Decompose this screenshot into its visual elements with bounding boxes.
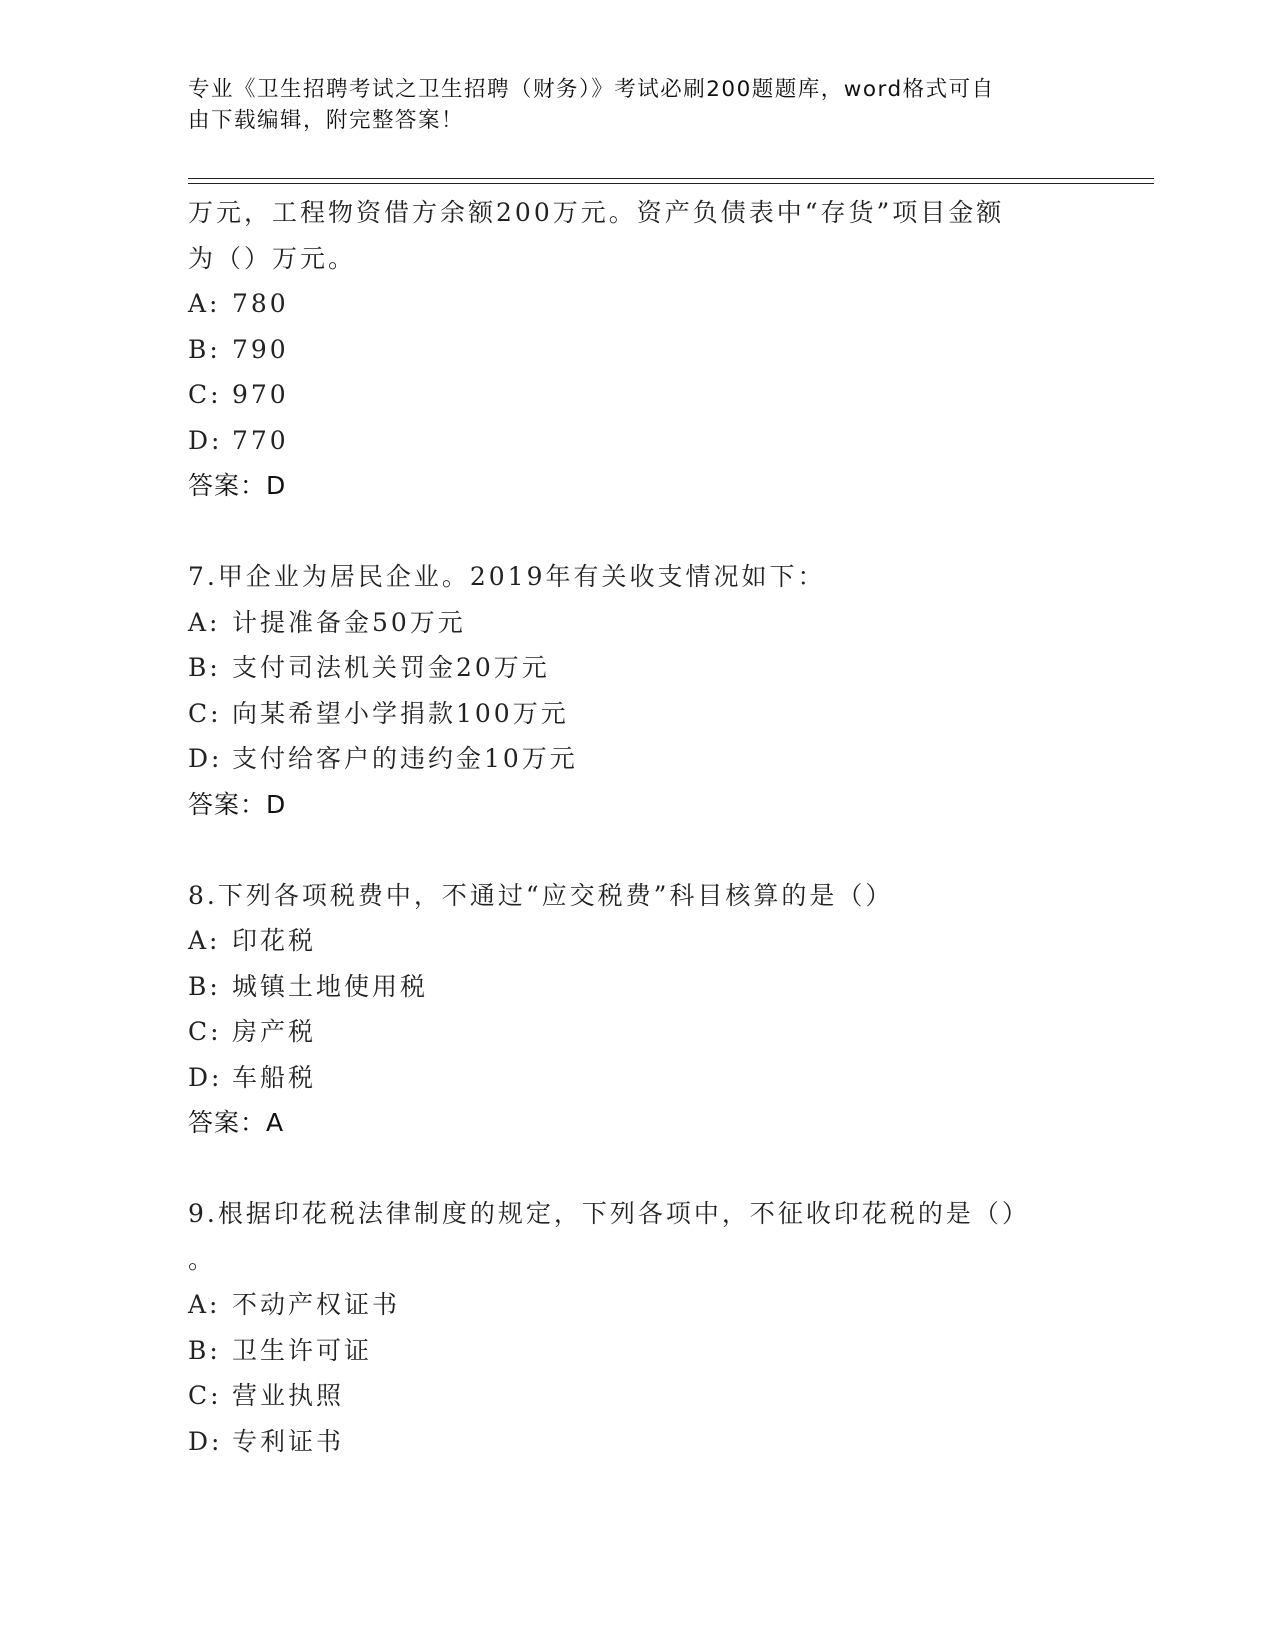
option-d: D: 专利证书 bbox=[188, 1426, 345, 1456]
header-line-2: 由下载编辑，附完整答案！ bbox=[188, 108, 465, 133]
header-divider-bottom bbox=[188, 183, 1154, 184]
option-c: C: 970 bbox=[188, 380, 289, 409]
option-d: D: 支付给客户的违约金10万元 bbox=[188, 744, 578, 773]
option-a: A: 不动产权证书 bbox=[188, 1290, 401, 1319]
question-7 bbox=[188, 554, 1088, 827]
option-c: C: 营业执照 bbox=[188, 1381, 345, 1410]
answer: 答案：D bbox=[188, 471, 287, 500]
option-c: C: 向某希望小学捐款100万元 bbox=[188, 698, 569, 728]
option-b: B: 卫生许可证 bbox=[188, 1335, 373, 1365]
question-9 bbox=[188, 1191, 1088, 1464]
option-b: B: 支付司法机关罚金20万元 bbox=[188, 653, 550, 682]
option-a: A: 印花税 bbox=[188, 926, 317, 955]
option-a: A: 780 bbox=[188, 289, 289, 318]
spacer bbox=[188, 509, 1088, 555]
answer: 答案：D bbox=[188, 789, 287, 819]
question-6 bbox=[188, 190, 1088, 509]
question-stem: 9.根据印花税法律制度的规定，下列各项中，不征收印花税的是（） bbox=[188, 1199, 1030, 1228]
header-divider-top bbox=[188, 178, 1154, 179]
option-a: A: 计提准备金50万元 bbox=[188, 607, 466, 637]
answer: 答案：A bbox=[188, 1108, 285, 1137]
spacer bbox=[188, 827, 1088, 873]
spacer bbox=[188, 1146, 1088, 1192]
header-line-1: 专业《卫生招聘考试之卫生招聘（财务）》考试必刷200题题库，word格式可自 bbox=[188, 77, 995, 102]
option-b: B: 790 bbox=[188, 334, 289, 364]
option-d: D: 770 bbox=[188, 425, 289, 455]
option-b: B: 城镇土地使用税 bbox=[188, 971, 429, 1001]
document-header bbox=[188, 74, 1088, 136]
option-d: D: 车船税 bbox=[188, 1062, 317, 1092]
question-8 bbox=[188, 873, 1088, 1146]
document-body bbox=[188, 190, 1088, 1464]
question-stem: 万元，工程物资借方余额200万元。资产负债表中“存货”项目金额 bbox=[188, 198, 1005, 227]
question-stem: 8.下列各项税费中，不通过“应交税费”科目核算的是（） bbox=[188, 880, 894, 910]
question-stem: 为（）万元。 bbox=[188, 243, 357, 273]
question-stem: 7.甲企业为居民企业。2019年有关收支情况如下： bbox=[188, 562, 826, 591]
option-c: C: 房产税 bbox=[188, 1017, 317, 1046]
question-stem: 。 bbox=[188, 1244, 217, 1274]
